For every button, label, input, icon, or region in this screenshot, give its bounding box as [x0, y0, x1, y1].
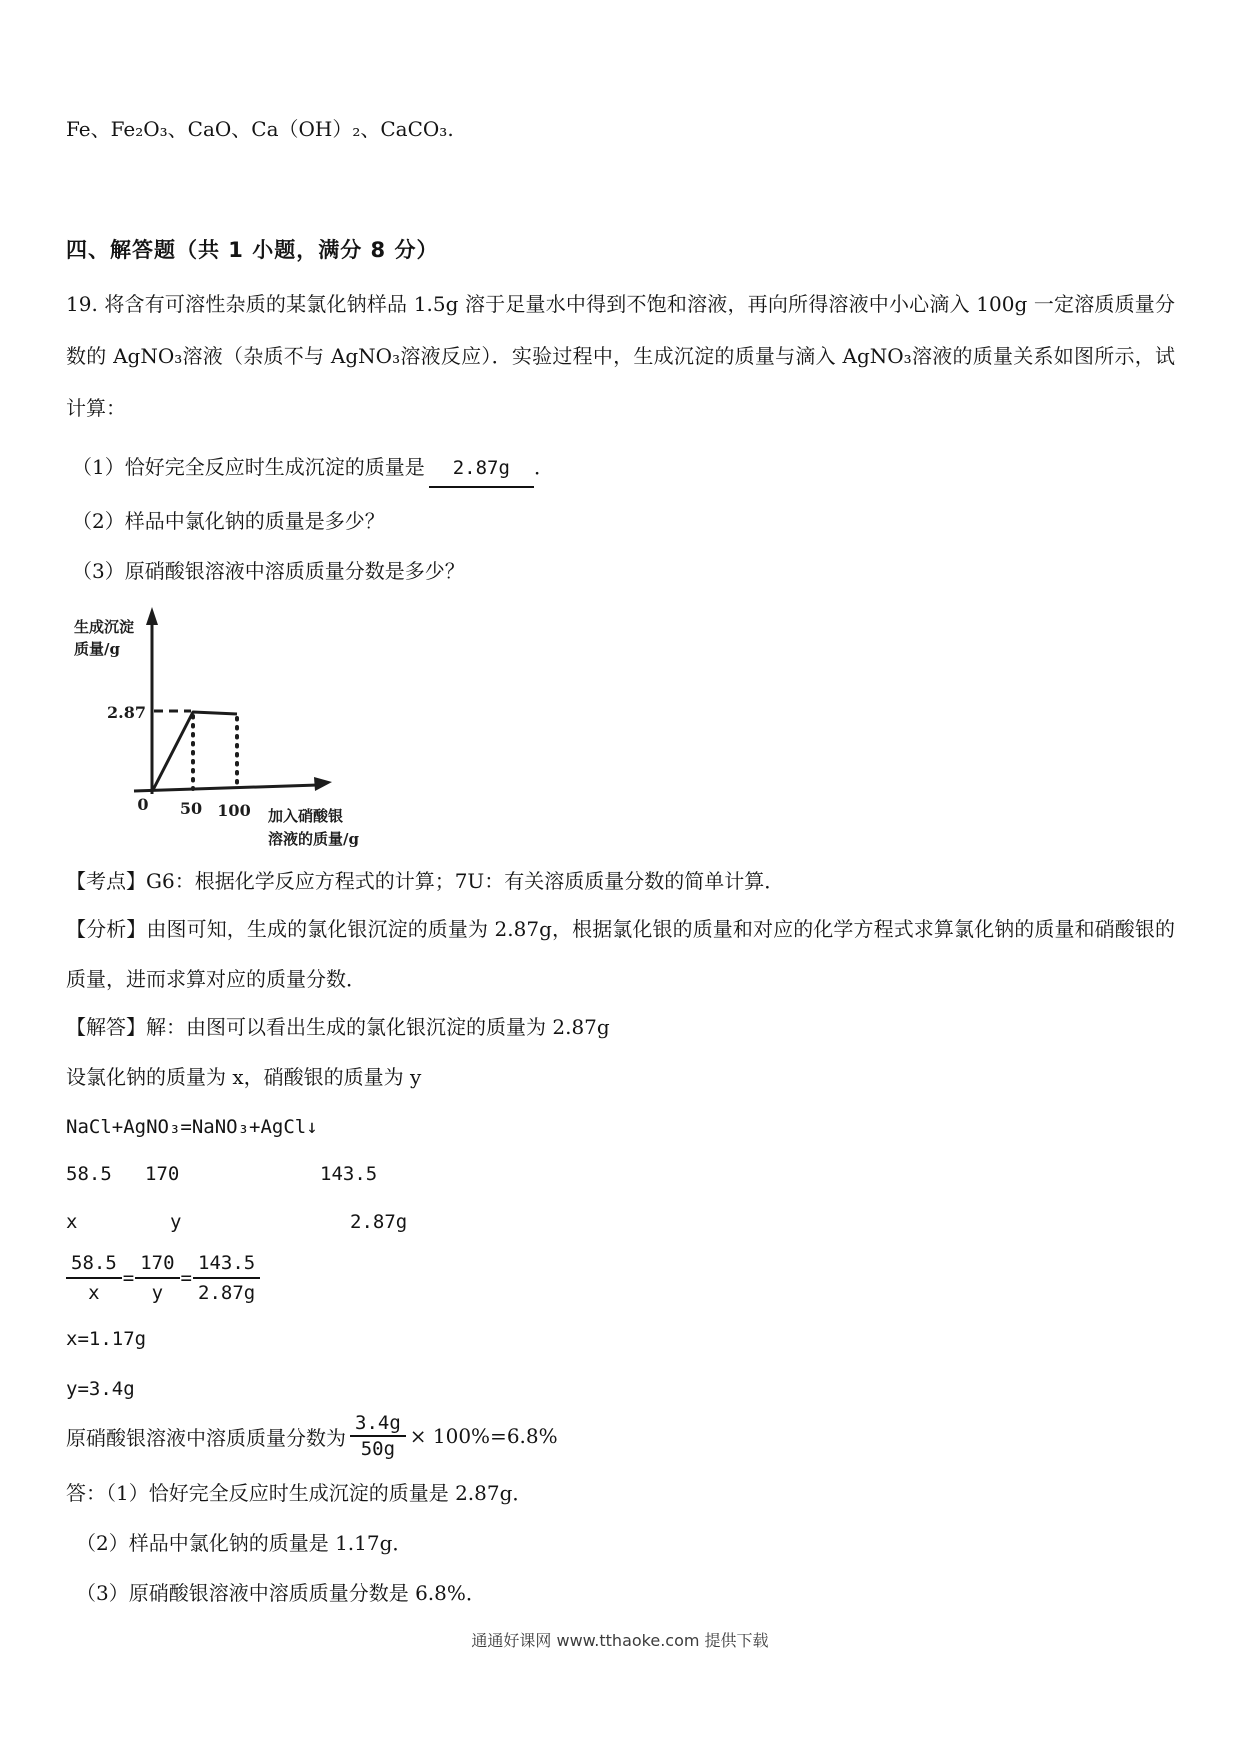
fraction-2 [135, 1250, 179, 1306]
data-line [153, 712, 237, 790]
x-result: x=1.17g [66, 1328, 147, 1350]
mass-fraction-line [66, 1412, 1175, 1460]
x-axis-label-line1: 加入硝酸银 [268, 807, 344, 825]
question-sub3: （3）原硝酸银溶液中溶质质量分数是多少？ [72, 559, 465, 583]
jieda-line2: 设氯化钠的质量为 x，硝酸银的质量为 y [66, 1065, 422, 1089]
sub1-period: ． [533, 455, 554, 479]
fraction-1 [66, 1250, 122, 1306]
value-2.87g: 2.87g [350, 1211, 408, 1233]
y-mark-2.87: 2.87 [107, 703, 146, 722]
precipitation-line-chart [66, 594, 396, 852]
fraction-3-numerator: 143.5 [193, 1250, 260, 1279]
kaodian-line: 【考点】G6：根据化学反应方程式的计算；7U：有关溶质质量分数的简单计算． [66, 869, 785, 893]
x-tick-100: 100 [217, 801, 251, 820]
equals-sign-1: = [122, 1267, 135, 1289]
y-result: y=3.4g [66, 1378, 135, 1400]
mass-fraction-prefix: 原硝酸银溶液中溶质质量分数为 [66, 1425, 346, 1450]
molar-mass-agcl: 143.5 [320, 1163, 378, 1185]
molar-mass-nacl: 58.5 [66, 1163, 112, 1185]
question-sub1 [66, 450, 1175, 488]
fraction-3 [193, 1250, 260, 1306]
mass-fraction-fraction [350, 1412, 406, 1460]
fraction-2-denominator: y [151, 1282, 164, 1304]
jieda-line1: 【解答】解：由图可以看出生成的氯化银沉淀的质量为 2.87g [66, 1015, 610, 1039]
equals-sign-2: = [180, 1267, 192, 1289]
variables-row [66, 1208, 1175, 1236]
mass-fraction-denominator: 50g [360, 1438, 396, 1460]
mass-fraction-numerator: 3.4g [350, 1412, 406, 1437]
variable-y: y [170, 1211, 182, 1233]
variable-x: x [66, 1211, 78, 1233]
sub1-text: （1）恰好完全反应时生成沉淀的质量是 [72, 455, 425, 479]
fraction-1-numerator: 58.5 [66, 1250, 122, 1279]
x-axis-label-line2: 溶液的质量/g [268, 830, 359, 848]
precipitation-graph-figure [66, 594, 1175, 856]
mass-fraction-result: × 100%=6.8% [409, 1424, 558, 1448]
chemical-equation: NaCl+AgNO₃=NaNO₃+AgCl↓ [66, 1116, 318, 1138]
sub1-answer-blank: 2.87g [429, 451, 534, 488]
answer-line-1: 答：（1）恰好完全反应时生成沉淀的质量是 2.87g． [66, 1481, 533, 1505]
chemical-list-line: Fe、Fe₂O₃、CaO、Ca（OH）₂、CaCO₃. [66, 117, 454, 141]
question-sub2: （2）样品中氯化钠的质量是多少？ [72, 509, 385, 533]
answer-line-2: （2）样品中氯化钠的质量是 1.17g． [76, 1531, 413, 1555]
molar-mass-agno3: 170 [145, 1163, 180, 1185]
answer-line-3: （3）原硝酸银溶液中溶质质量分数是 6.8%． [76, 1581, 486, 1605]
y-axis-arrow-icon [146, 607, 158, 625]
page-footer: 通通好课网 www.tthaoke.com 提供下载 [471, 1631, 769, 1650]
molar-mass-row [66, 1160, 1175, 1188]
fraction-3-denominator: 2.87g [198, 1282, 256, 1304]
section-header: 四、解答题（共 1 小题，满分 8 分） [66, 238, 439, 262]
y-axis-label-line1: 生成沉淀 [74, 618, 135, 636]
x-axis [134, 785, 318, 791]
proportion-equation [66, 1250, 1175, 1306]
x-tick-50: 50 [179, 799, 203, 818]
x-tick-0: 0 [137, 795, 149, 814]
fraction-2-numerator: 170 [135, 1250, 179, 1279]
fenxi-paragraph: 【分析】由图可知，生成的氯化银沉淀的质量为 2.87g，根据氯化银的质量和对应的化学方程式求算氯化钠的质量和硝酸银的质量，进而求算对应的质量分数． [66, 917, 1175, 991]
fraction-1-denominator: x [88, 1282, 100, 1304]
question-body: 19. 将含有可溶性杂质的某氯化钠样品 1.5g 溶于足量水中得到不饱和溶液，再向所得溶液中小心滴入 100g 一定溶质质量分数的 AgNO₃溶液（杂质不与 AgNO₃溶液反应）．实验过程中，生成沉淀的质量与滴入 AgNO₃溶液的质量关系如图所示，试计算： [66, 292, 1175, 420]
x-axis-arrow-icon [314, 777, 332, 791]
y-axis-label-line2: 质量/g [74, 640, 120, 658]
